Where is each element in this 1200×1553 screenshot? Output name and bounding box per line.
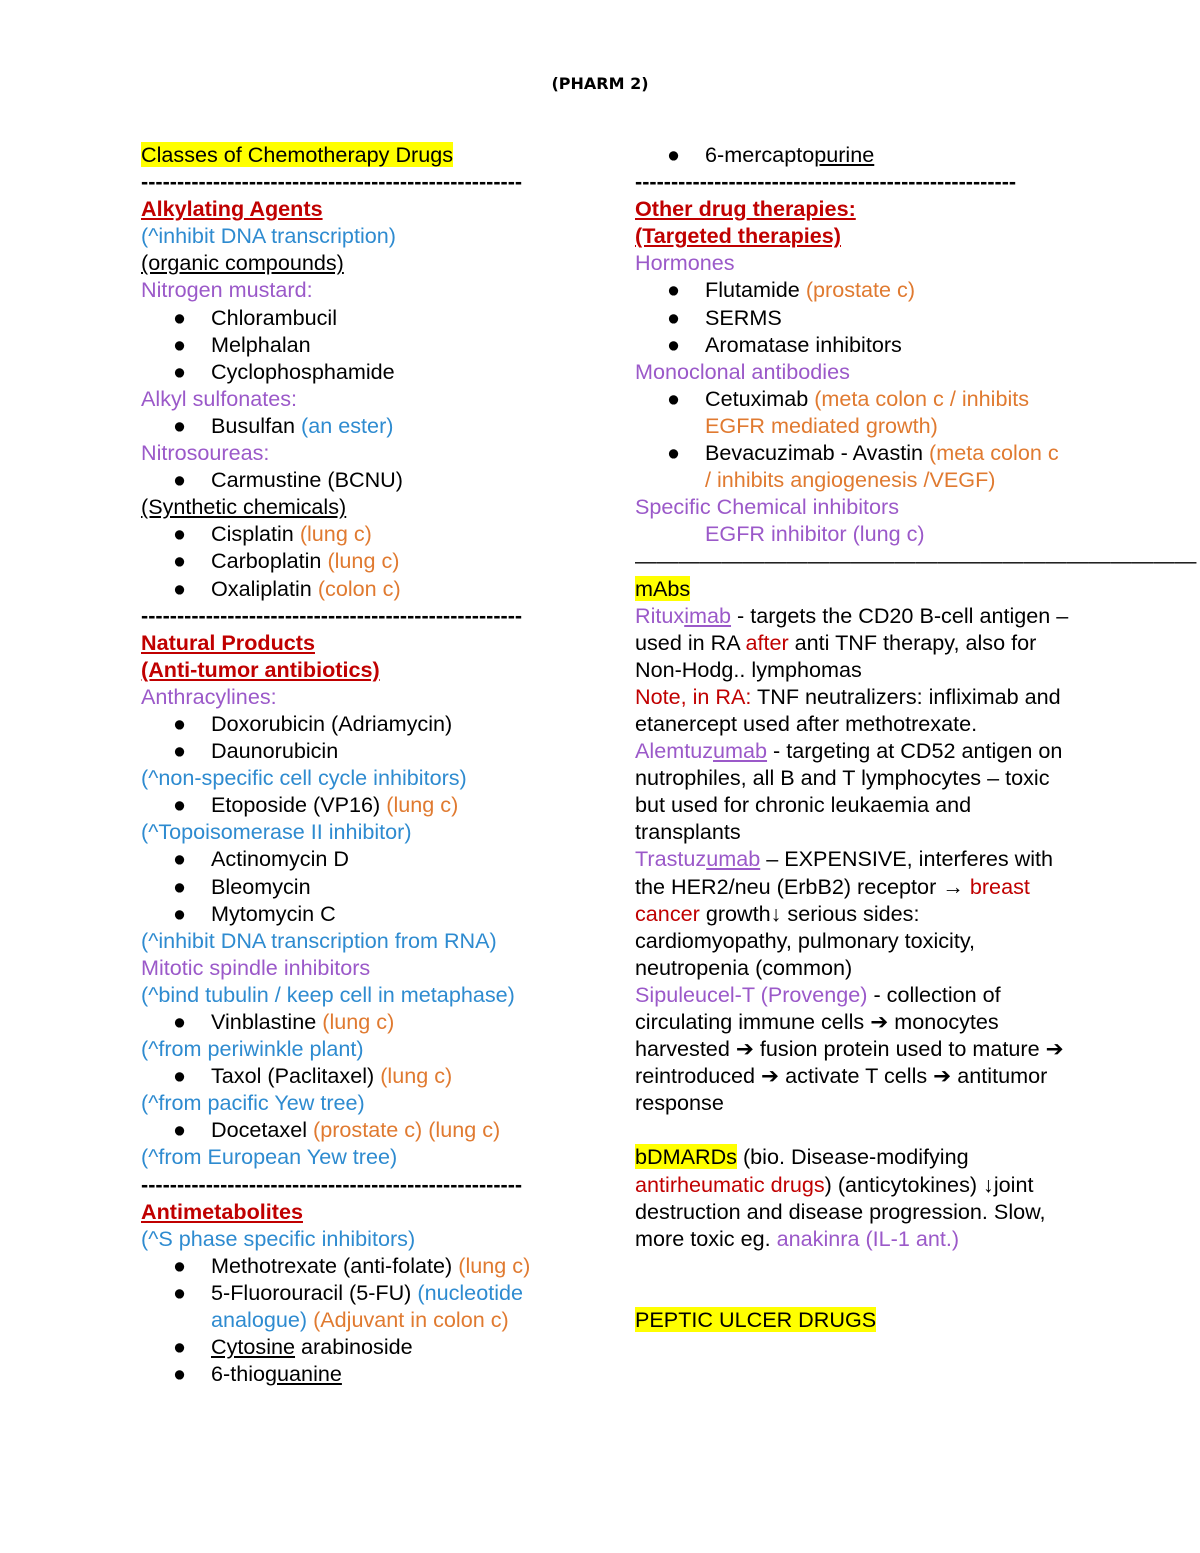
- subheading-specific-chemical-inhibitors: Specific Chemical inhibitors: [635, 494, 900, 520]
- list-item: ● 6-mercaptopurine: [667, 142, 875, 167]
- list-item: ● Vinblastine (lung c): [173, 1009, 395, 1034]
- subheading-hormones: Hormones: [635, 250, 735, 276]
- bullet-icon: ●: [173, 304, 187, 330]
- bullet-icon: ●: [173, 548, 187, 574]
- list-item: ● Cetuximab (meta colon c / inhibits EGFR mediated growth): [667, 385, 1030, 438]
- bullet-icon: ●: [173, 1279, 187, 1305]
- list-item: ● Melphalan: [173, 331, 311, 357]
- bullet-icon: ●: [173, 900, 187, 926]
- bullet-icon: ●: [667, 385, 681, 411]
- heading-targeted-therapies: (Targeted therapies): [635, 223, 841, 249]
- right-column: [635, 141, 1197, 1333]
- list-item: ● Doxorubicin (Adriamycin): [173, 710, 453, 736]
- divider: -----------------------------------------------------: [141, 602, 523, 628]
- list-item: ● Bleomycin: [173, 873, 311, 899]
- list-item: ● Etoposide (VP16) (lung c): [173, 792, 459, 818]
- paragraph-bdmards: bDMARDs (bio. Disease-modifying antirheumatic drugs) (anticytokines) ↓joint destruction and disease progression. Slow, more toxic eg. anakinra (IL-1 ant.): [635, 1144, 1046, 1251]
- subheading-mitotic-spindle: Mitotic spindle inhibitors: [141, 954, 371, 980]
- note-s-phase: (^S phase specific inhibitors): [141, 1225, 416, 1251]
- subheading-nitrogen-mustard: Nitrogen mustard:: [141, 277, 313, 303]
- bullet-icon: ●: [667, 277, 681, 303]
- bullet-icon: ●: [667, 331, 681, 357]
- bullet-icon: ●: [173, 412, 187, 438]
- list-item: ● Bevacuzimab - Avastin (meta colon c / inhibits angiogenesis /VEGF): [667, 440, 1059, 493]
- note-european-yew: (^from European Yew tree): [141, 1144, 398, 1170]
- paragraph-rituximab: Rituximab - targets the CD20 B-cell antigen – used in RA after anti TNF therapy, also for Non-Hodg.. lymphomas: [635, 602, 1069, 682]
- list-item: ● Busulfan (an ester): [173, 412, 394, 438]
- paragraph-alemtuzumab: Alemtuzumab - targeting at CD52 antigen on nutrophiles, all B and T lymphocytes – toxic but used for chronic leukaemia and transplants: [635, 738, 1063, 845]
- list-item: ● 6-thioguanine: [173, 1361, 342, 1387]
- list-item: ● Mytomycin C: [173, 900, 336, 926]
- note-periwinkle: (^from periwinkle plant): [141, 1036, 364, 1062]
- paragraph-note-ra: Note, in RA: TNF neutralizers: infliximab and etanercept used after methotrexate.: [635, 683, 1061, 736]
- bullet-icon: ●: [173, 1252, 187, 1278]
- bullet-icon: ●: [173, 1361, 187, 1387]
- list-item: ● Flutamide (prostate c): [667, 277, 916, 303]
- divider: -----------------------------------------------------: [141, 1171, 523, 1197]
- list-item: ● Actinomycin D: [173, 846, 349, 872]
- list-item: ● Cytosine arabinoside: [173, 1334, 413, 1360]
- section-title-peptic-ulcer: PEPTIC ULCER DRUGS: [635, 1307, 877, 1333]
- note-topoisomerase: (^Topoisomerase II inhibitor): [141, 819, 412, 845]
- divider: -----------------------------------------------------: [635, 169, 1017, 195]
- heading-other-drug-therapies: Other drug therapies:: [635, 196, 856, 222]
- heading-anti-tumor-antibiotics: (Anti-tumor antibiotics): [141, 656, 380, 682]
- egfr-inhibitor: EGFR inhibitor (lung c): [705, 521, 925, 547]
- heading-antimetabolites: Antimetabolites: [141, 1198, 303, 1224]
- list-item: ● SERMS: [667, 304, 782, 330]
- section-title-mabs: mAbs: [635, 575, 691, 601]
- bullet-icon: ●: [173, 331, 187, 357]
- page-header: (PHARM 2): [551, 74, 649, 93]
- list-item: ● Daunorubicin: [173, 738, 339, 764]
- left-column: [141, 141, 581, 1387]
- list-item: ● Carboplatin (lung c): [173, 548, 400, 574]
- heading-natural-products: Natural Products: [141, 629, 315, 655]
- bullet-icon: ●: [173, 792, 187, 818]
- note-organic-compounds: (organic compounds): [141, 250, 344, 276]
- bullet-icon: ●: [173, 575, 187, 601]
- section-title-chemotherapy: Classes of Chemotherapy Drugs: [141, 142, 454, 167]
- list-item: ● Methotrexate (anti-folate) (lung c): [173, 1252, 531, 1278]
- bullet-icon: ●: [667, 142, 681, 167]
- divider-long: ——————————————————————————: [635, 548, 1197, 574]
- bullet-icon: ●: [173, 1334, 187, 1360]
- note-inhibit-dna: (^inhibit DNA transcription): [141, 223, 396, 249]
- bullet-icon: ●: [173, 710, 187, 736]
- subheading-monoclonal-antibodies: Monoclonal antibodies: [635, 358, 850, 384]
- list-item: ● Taxol (Paclitaxel) (lung c): [173, 1063, 453, 1089]
- note-rna: (^inhibit DNA transcription from RNA): [141, 927, 497, 953]
- note-synthetic-chemicals: (Synthetic chemicals): [141, 494, 347, 520]
- bullet-icon: ●: [173, 1117, 187, 1143]
- bullet-icon: ●: [173, 846, 187, 872]
- paragraph-trastuzumab: Trastuzumab – EXPENSIVE, interferes with the HER2/neu (ErbB2) receptor → breast cancer growth↓ serious sides: cardiomyopathy, pulmonary toxicity, neutropenia (common): [635, 846, 1054, 980]
- list-item: ● Carmustine (BCNU): [173, 467, 403, 493]
- list-item: ● Chlorambucil: [173, 304, 338, 330]
- note-non-specific: (^non-specific cell cycle inhibitors): [141, 765, 467, 791]
- bullet-icon: ●: [173, 467, 187, 493]
- bullet-icon: ●: [173, 873, 187, 899]
- list-item: ● Docetaxel (prostate c) (lung c): [173, 1117, 501, 1143]
- bullet-icon: ●: [173, 738, 187, 764]
- divider: -----------------------------------------------------: [141, 169, 523, 195]
- list-item: ● Cyclophosphamide: [173, 358, 395, 384]
- list-item: ● Aromatase inhibitors: [667, 331, 902, 357]
- note-tubulin: (^bind tubulin / keep cell in metaphase): [141, 981, 515, 1007]
- bullet-icon: ●: [173, 1063, 187, 1089]
- list-item: ● Cisplatin (lung c): [173, 521, 372, 547]
- heading-alkylating-agents: Alkylating Agents: [141, 196, 323, 222]
- subheading-nitrosoureas: Nitrosoureas:: [141, 440, 270, 466]
- bullet-icon: ●: [173, 521, 187, 547]
- bullet-icon: ●: [667, 440, 681, 466]
- list-item: ● Oxaliplatin (colon c): [173, 575, 401, 601]
- note-pacific-yew: (^from pacific Yew tree): [141, 1090, 365, 1116]
- bullet-icon: ●: [667, 304, 681, 330]
- paragraph-sipuleucel: Sipuleucel-T (Provenge) - collection of circulating immune cells ➔ monocytes harvested ➔ fusion protein used to mature ➔ reintroduced ➔ activate T cells ➔ antitumor response: [635, 981, 1064, 1116]
- bullet-icon: ●: [173, 1009, 187, 1034]
- bullet-icon: ●: [173, 358, 187, 384]
- subheading-alkyl-sulfonates: Alkyl sulfonates:: [141, 385, 298, 411]
- subheading-anthracyclines: Anthracylines:: [141, 683, 277, 709]
- list-item: ● 5-Fluorouracil (5-FU) (nucleotide analogue) (Adjuvant in colon c): [173, 1279, 524, 1333]
